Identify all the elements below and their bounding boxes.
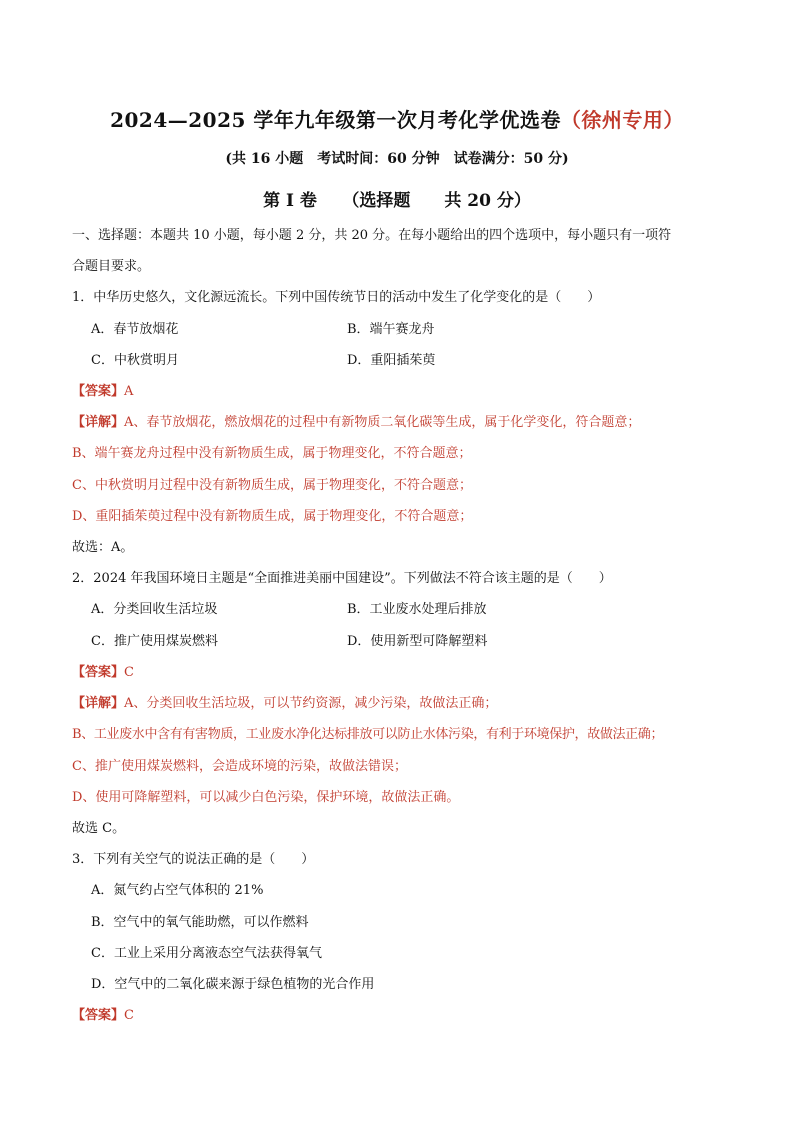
question-2-detail-c: C、推广使用煤炭燃料，会造成环境的污染，故做法错误； <box>72 759 407 774</box>
question-2-option-a: A．分类回收生活垃圾 <box>91 602 218 617</box>
question-1-detail-b: B、端午赛龙舟过程中没有新物质生成，属于物理变化，不符合题意； <box>72 446 472 461</box>
question-3-option-c: C．工业上采用分离液态空气法获得氧气 <box>91 946 322 961</box>
answer-value: C <box>124 665 134 680</box>
question-3-option-d: D．空气中的二氧化碳来源于绿色植物的光合作用 <box>91 977 375 992</box>
page-title <box>0 104 794 133</box>
instructions-line-1: 一、选择题：本题共 10 小题，每小题 2 分，共 20 分。在每小题给出的四个选项中，每小题只有一项符 <box>72 228 672 243</box>
answer-label: 【答案】 <box>72 665 125 680</box>
question-1-option-a: A．春节放烟花 <box>91 322 179 337</box>
question-3-option-a: A．氮气约占空气体积的 21% <box>91 883 264 898</box>
question-2-detail-b: B、工业废水中含有有害物质，工业废水净化达标排放可以防止水体污染，有利于环境保护，故做法正确； <box>72 727 664 742</box>
detail-label: 【详解】 <box>72 696 125 711</box>
question-2-option-b: B．工业废水处理后排放 <box>347 602 487 617</box>
question-1-option-b: B．端午赛龙舟 <box>347 322 435 337</box>
question-3-stem: 3．下列有关空气的说法正确的是（ ） <box>72 852 315 867</box>
question-3-answer <box>72 1007 134 1025</box>
question-1-stem: 1．中华历史悠久，文化源远流长。下列中国传统节日的活动中发生了化学变化的是（ ） <box>72 290 601 305</box>
question-2-option-c: C．推广使用煤炭燃料 <box>91 634 218 649</box>
section-heading: 第 I 卷 （选择题 共 20 分） <box>263 191 531 211</box>
question-1-option-d: D．重阳插茱萸 <box>347 353 436 368</box>
answer-label: 【答案】 <box>72 384 125 399</box>
question-2-detail-d: D、使用可降解塑料，可以减少白色污染，保护环境，故做法正确。 <box>72 790 460 805</box>
exam-info: (共 16 小题 考试时间：60 分钟 试卷满分：50 分) <box>225 151 569 167</box>
question-2-option-d: D．使用新型可降解塑料 <box>347 634 488 649</box>
answer-value: C <box>124 1008 134 1023</box>
title-region: （徐州专用） <box>560 108 684 132</box>
question-2-answer <box>72 664 134 682</box>
instructions-line-2: 合题目要求。 <box>72 259 151 274</box>
question-1-detail-c: C、中秋赏明月过程中没有新物质生成，属于物理变化，不符合题意； <box>72 478 472 493</box>
detail-label: 【详解】 <box>72 415 125 430</box>
question-2-stem: 2．2024 年我国环境日主题是“全面推进美丽中国建设”。下列做法不符合该主题的是（ ） <box>72 571 612 586</box>
question-1-detail-a <box>72 414 640 432</box>
question-2-conclusion: 故选 C。 <box>72 821 126 836</box>
question-3-option-b: B．空气中的氧气能助燃，可以作燃料 <box>91 915 309 930</box>
question-1-option-c: C．中秋赏明月 <box>91 353 179 368</box>
question-1-detail-d: D、重阳插茱萸过程中没有新物质生成，属于物理变化，不符合题意； <box>72 509 473 524</box>
answer-value: A <box>124 384 134 399</box>
detail-text: A、分类回收生活垃圾，可以节约资源，减少污染，故做法正确； <box>124 696 498 711</box>
detail-text: A、春节放烟花，燃放烟花的过程中有新物质二氧化碳等生成，属于化学变化，符合题意； <box>124 415 641 430</box>
question-1-answer <box>72 383 133 401</box>
answer-label: 【答案】 <box>72 1008 125 1023</box>
question-1-conclusion: 故选：A。 <box>72 540 134 555</box>
question-2-detail-a <box>72 695 497 713</box>
title-main: 2024—2025 学年九年级第一次月考化学优选卷 <box>110 108 561 132</box>
